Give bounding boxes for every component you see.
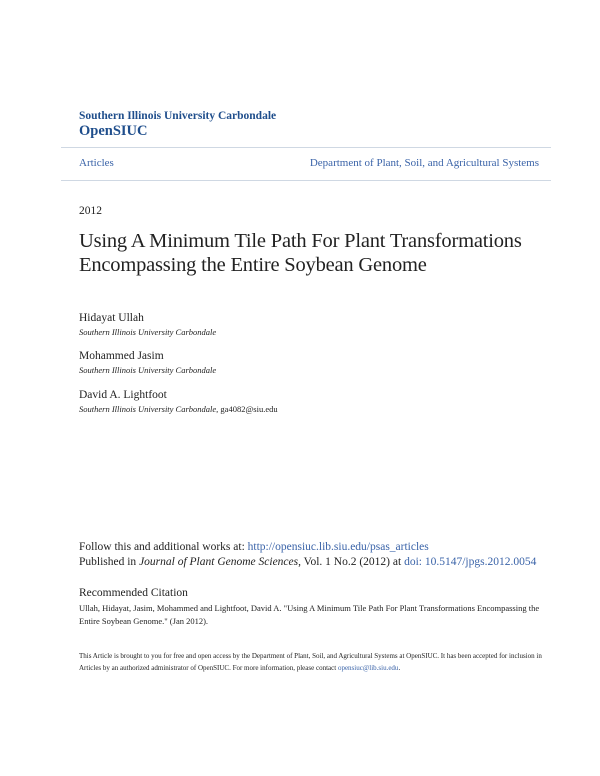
published-line: Published in Journal of Plant Genome Sciences, Vol. 1 No.2 (2012) at doi: 10.5147/jpgs.2012.0054 (79, 556, 537, 568)
author-name: Mohammed Jasim (79, 350, 164, 362)
publication-year: 2012 (79, 205, 102, 217)
citation-heading: Recommended Citation (79, 587, 188, 599)
author-name: David A. Lightfoot (79, 389, 167, 401)
collection-link[interactable]: http://opensiuc.lib.siu.edu/psas_articles (247, 541, 429, 553)
divider-top (61, 147, 551, 148)
footer-notice: This Article is brought to you for free and open access by the Department of Plant, Soil, and Agricultural Systems at OpenSIUC. It has been accepted for inclusion in Articles by an authorized administrator of OpenSIUC. For more information, please contact opensiuc@lib.siu.edu. (79, 652, 542, 672)
journal-name: Journal of Plant Genome Sciences (139, 556, 299, 568)
author-affiliation: Southern Illinois University Carbondale, ga4082@siu.edu (79, 404, 278, 414)
article-title: Using A Minimum Tile Path For Plant Transformations Encompassing the Entire Soybean Genome (79, 230, 522, 276)
breadcrumb-department-link[interactable]: Department of Plant, Soil, and Agricultural Systems (309, 157, 539, 169)
author-affiliation: Southern Illinois University Carbondale (79, 327, 217, 337)
author-affiliation: Southern Illinois University Carbondale (79, 365, 217, 375)
divider-bottom (61, 180, 551, 181)
contact-email-link[interactable]: opensiuc@lib.siu.edu (337, 664, 399, 672)
citation-text: Ullah, Hidayat, Jasim, Mohammed and Lightfoot, David A. "Using A Minimum Tile Path For Plant Transformations Encompassing the Entire Soybean Genome." (Jan 2012). (79, 603, 540, 626)
doi-link[interactable]: doi: 10.5147/jpgs.2012.0054 (404, 556, 537, 568)
institution-name: Southern Illinois University Carbondale (79, 110, 277, 122)
follow-line: Follow this and additional works at: http://opensiuc.lib.siu.edu/psas_articles (79, 541, 429, 553)
breadcrumb-articles-link[interactable]: Articles (79, 157, 114, 169)
repository-name[interactable]: OpenSIUC (79, 123, 148, 139)
author-email: , ga4082@siu.edu (216, 404, 278, 414)
author-name: Hidayat Ullah (79, 312, 144, 324)
